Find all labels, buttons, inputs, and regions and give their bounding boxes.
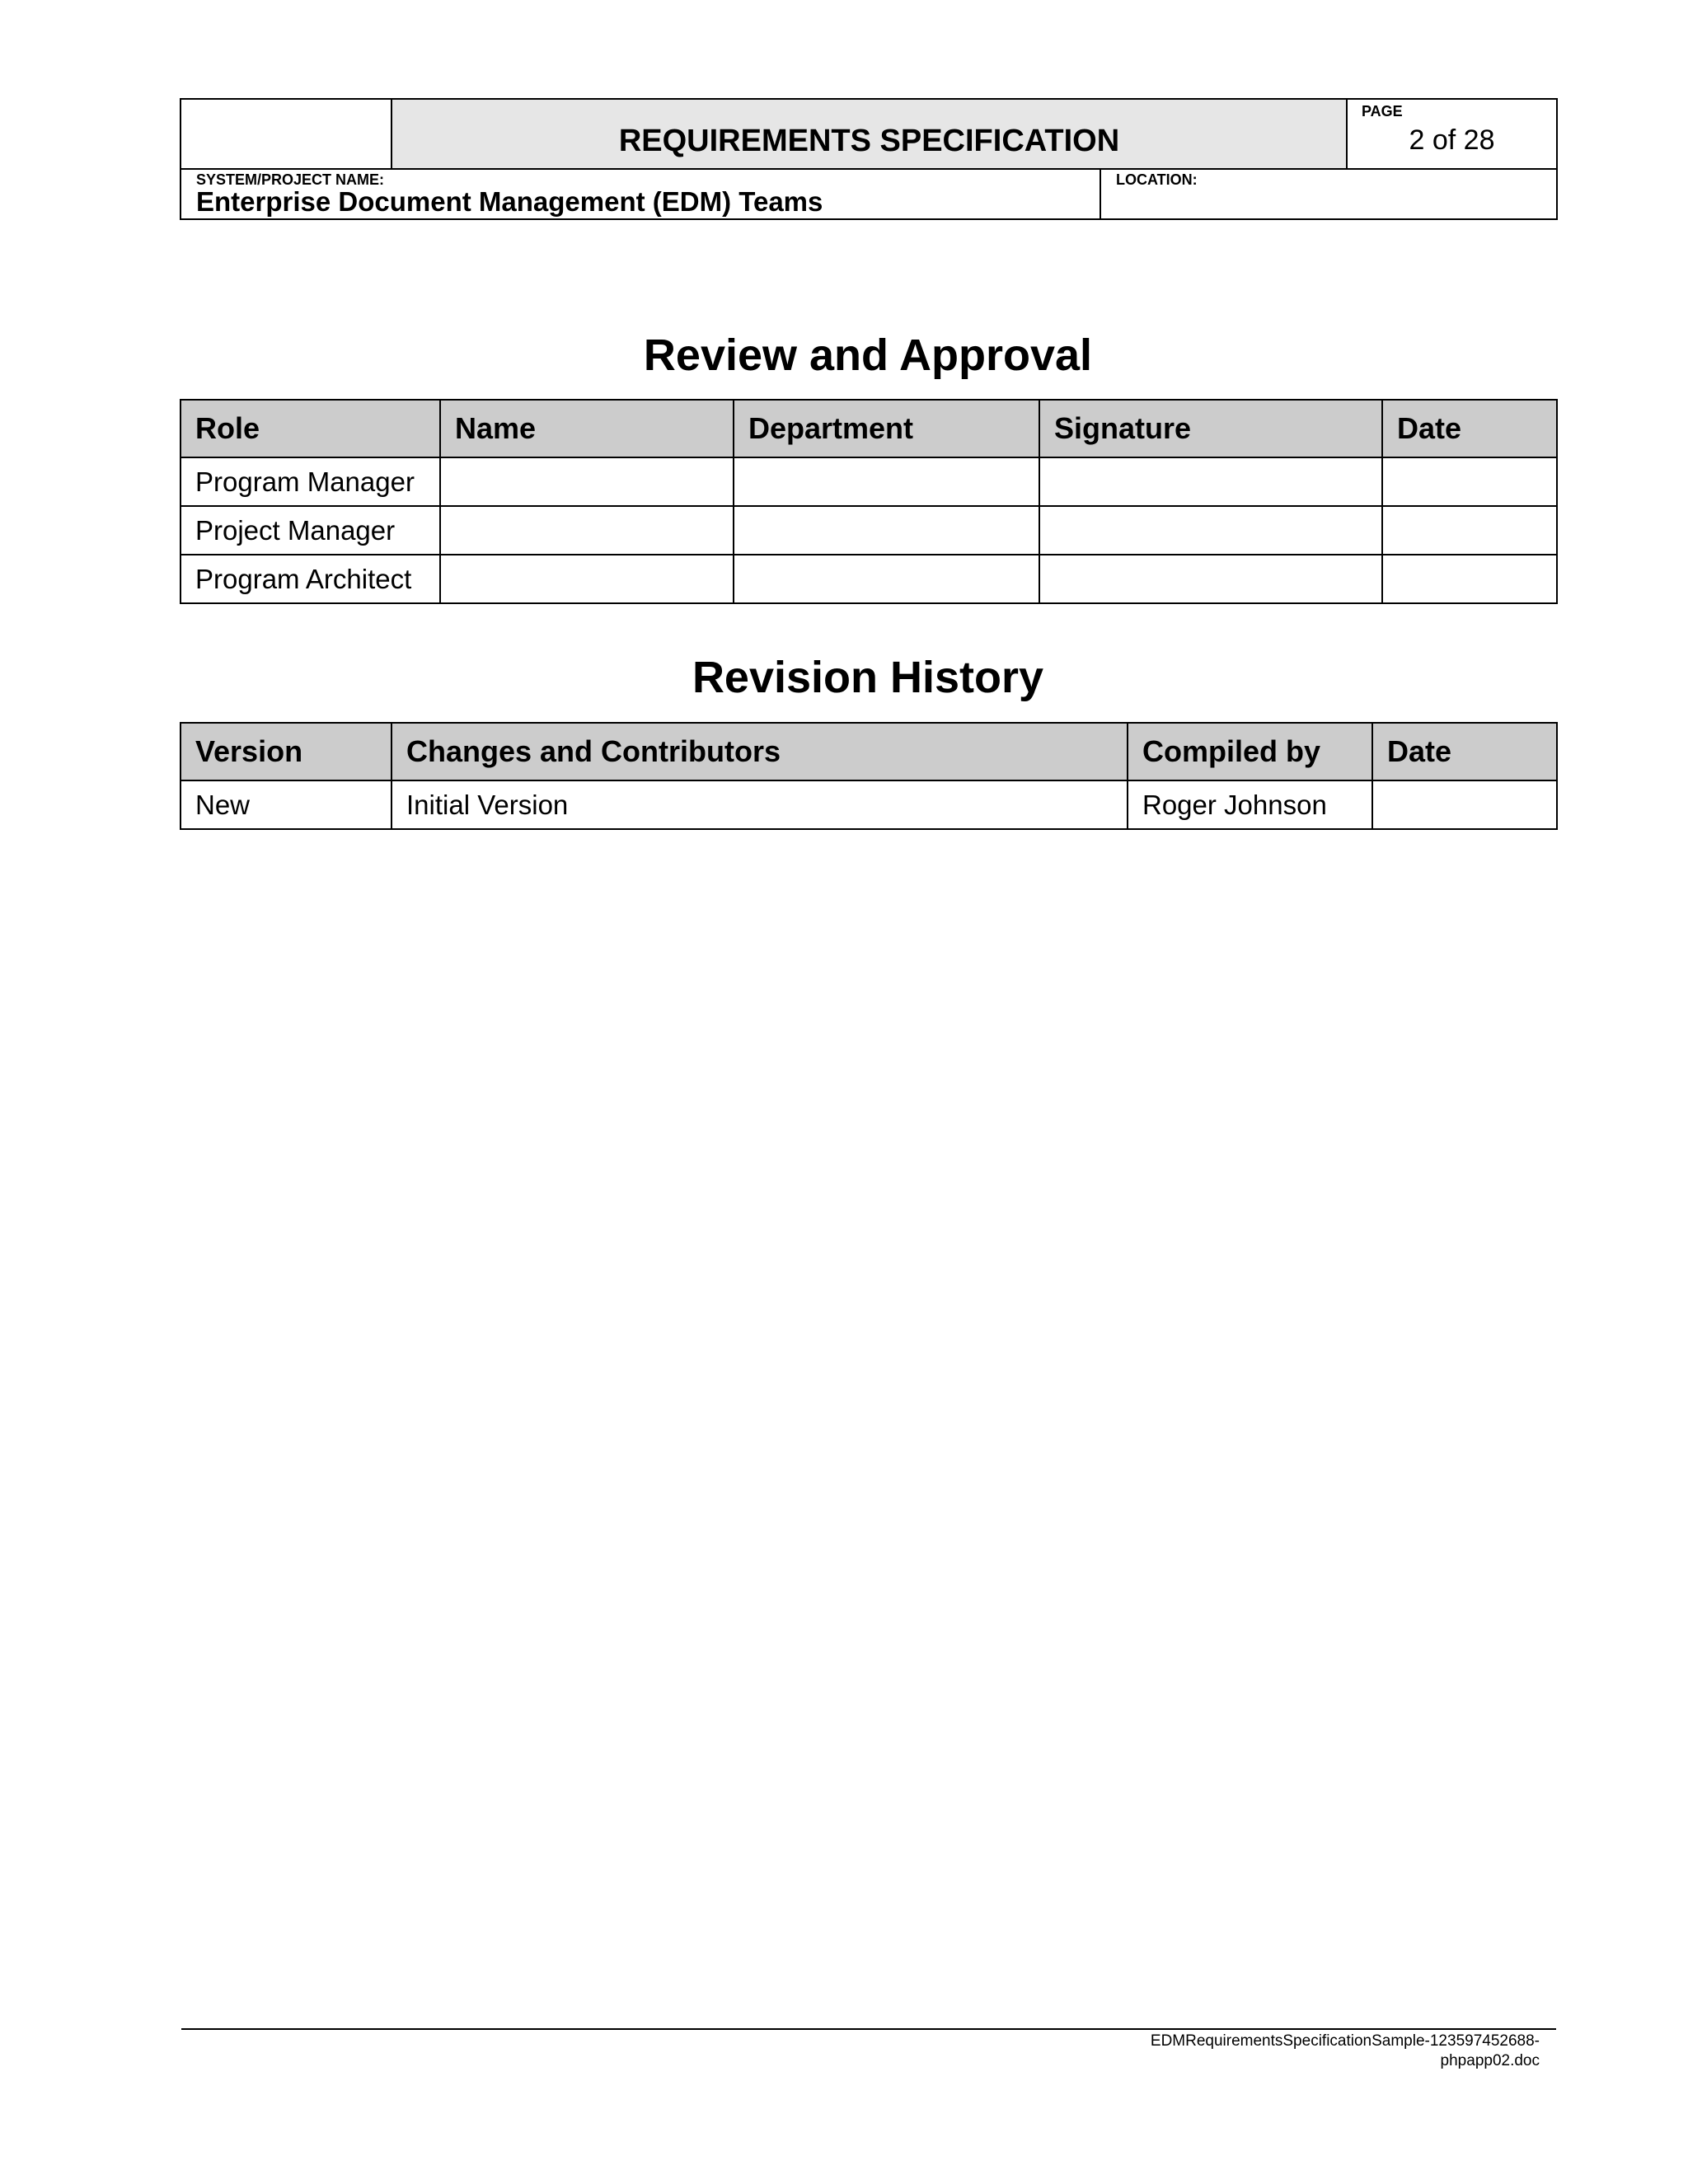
column-header-role: Role	[181, 400, 440, 457]
revision-history-table	[180, 722, 1558, 830]
cell-date	[1382, 457, 1557, 506]
table-row	[181, 780, 1557, 829]
document-header	[180, 98, 1558, 220]
footer-filename-line2: phpapp02.doc	[1440, 2052, 1540, 2069]
cell-name	[440, 555, 734, 603]
document-title: REQUIREMENTS SPECIFICATION	[392, 99, 1347, 169]
revision-history-title: Revision History	[692, 653, 1044, 702]
column-header-date: Date	[1382, 400, 1557, 457]
cell-name	[440, 457, 734, 506]
cell-signature	[1039, 506, 1382, 555]
table-row	[181, 555, 1557, 603]
cell-name	[440, 506, 734, 555]
cell-department	[734, 506, 1039, 555]
cell-department	[734, 457, 1039, 506]
cell-role: Project Manager	[181, 506, 440, 555]
column-header-signature: Signature	[1039, 400, 1382, 457]
system-project-label: SYSTEM/PROJECT NAME:	[196, 171, 385, 188]
column-header-compiled-by: Compiled by	[1128, 723, 1372, 780]
cell-department	[734, 555, 1039, 603]
cell-compiled-by: Roger Johnson	[1128, 780, 1372, 829]
cell-changes: Initial Version	[392, 780, 1128, 829]
cell-version: New	[181, 780, 392, 829]
footer-filename	[1078, 2032, 1540, 2071]
table-row	[181, 457, 1557, 506]
page-number-cell	[1347, 99, 1557, 169]
footer-filename-line1: EDMRequirementsSpecificationSample-123597452688-	[1150, 2032, 1540, 2050]
footer-divider	[181, 2028, 1556, 2030]
cell-role: Program Manager	[181, 457, 440, 506]
cell-date	[1382, 506, 1557, 555]
system-project-name: Enterprise Document Management (EDM) Teams	[196, 186, 823, 217]
table-row	[181, 506, 1557, 555]
header-logo-cell	[181, 99, 392, 169]
cell-signature	[1039, 555, 1382, 603]
system-project-cell	[181, 169, 1100, 219]
column-header-department: Department	[734, 400, 1039, 457]
review-approval-title: Review and Approval	[643, 330, 1093, 380]
review-approval-table	[180, 399, 1558, 604]
cell-date	[1382, 555, 1557, 603]
column-header-name: Name	[440, 400, 734, 457]
column-header-version: Version	[181, 723, 392, 780]
cell-signature	[1039, 457, 1382, 506]
column-header-changes: Changes and Contributors	[392, 723, 1128, 780]
cell-date	[1372, 780, 1557, 829]
page-label: PAGE	[1362, 103, 1403, 120]
page-number: 2 of 28	[1409, 124, 1495, 156]
table-header-row	[181, 400, 1557, 457]
location-label: LOCATION:	[1116, 171, 1198, 188]
location-cell	[1100, 169, 1557, 219]
table-header-row	[181, 723, 1557, 780]
column-header-date: Date	[1372, 723, 1557, 780]
cell-role: Program Architect	[181, 555, 440, 603]
